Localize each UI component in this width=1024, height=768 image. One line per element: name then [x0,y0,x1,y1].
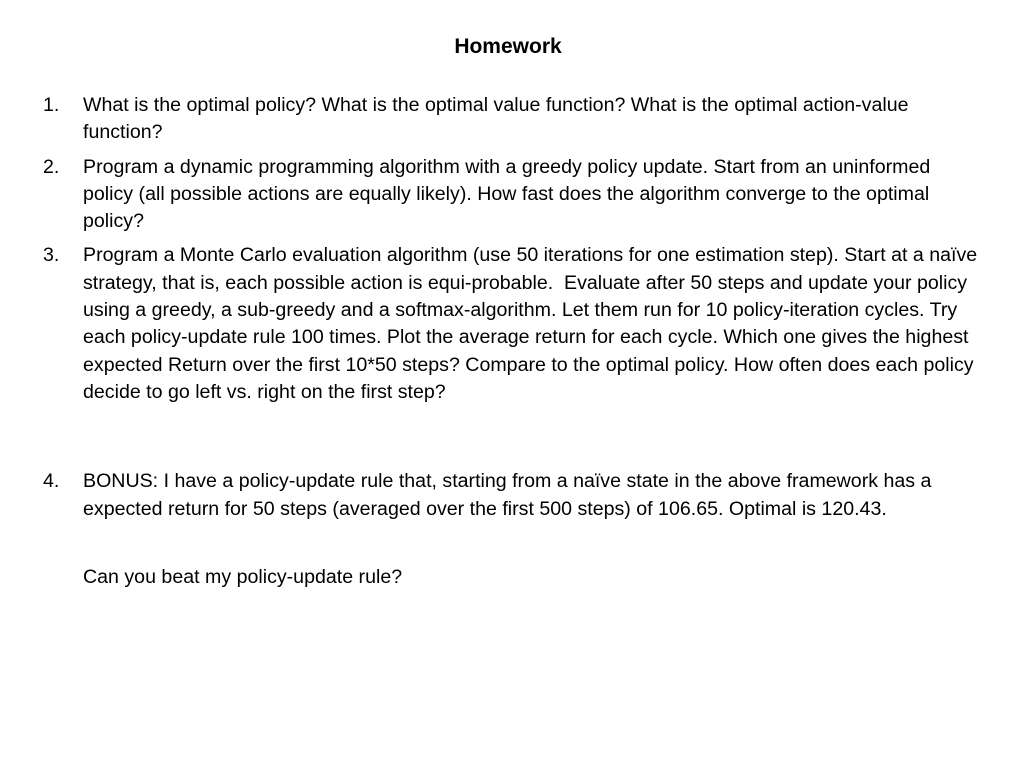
homework-item-4-bonus [43,468,983,591]
item-text: BONUS: I have a policy-update rule that, starting from a naïve state in the above framework has a expected return for 50 steps (averaged over the first 500 steps) of 106.65. Optimal is 120.43. [83,470,937,520]
homework-item-3 [43,242,983,406]
slide-title: Homework [454,35,562,58]
item-number: 1. [43,94,60,116]
item-number: 4. [43,470,60,493]
item-text: Program a dynamic programming algorithm with a greedy policy update. Start from an uninformed policy (all possible actions are equally likely). How fast does the algorithm converge to the optimal policy? [83,155,936,233]
item-number: 3. [43,244,60,267]
homework-item-2 [43,154,983,236]
item-number: 2. [43,155,60,178]
homework-item-1 [43,92,983,147]
homework-list [43,92,983,591]
item-text: What is the optimal policy? What is the optimal value function? What is the optimal action-value function? [83,94,914,144]
item-text: Program a Monte Carlo evaluation algorithm (use 50 iterations for one estimation step). Start at a naïve strategy, that is, each possible action is equi-probable. Evaluate after 50 steps and update your policy using a greedy, a sub-greedy and a softmax-algorithm. Let them run for 10 policy-iteration cycles. Try each policy-update rule 100 times. Plot the average return for each cycle. Which one gives the highest expected Return over the first 10*50 steps? Compare to the optimal policy. How often does each policy decide to go left vs. right on the first step? [83,244,983,403]
bonus-question: Can you beat my policy-update rule? [83,565,403,588]
